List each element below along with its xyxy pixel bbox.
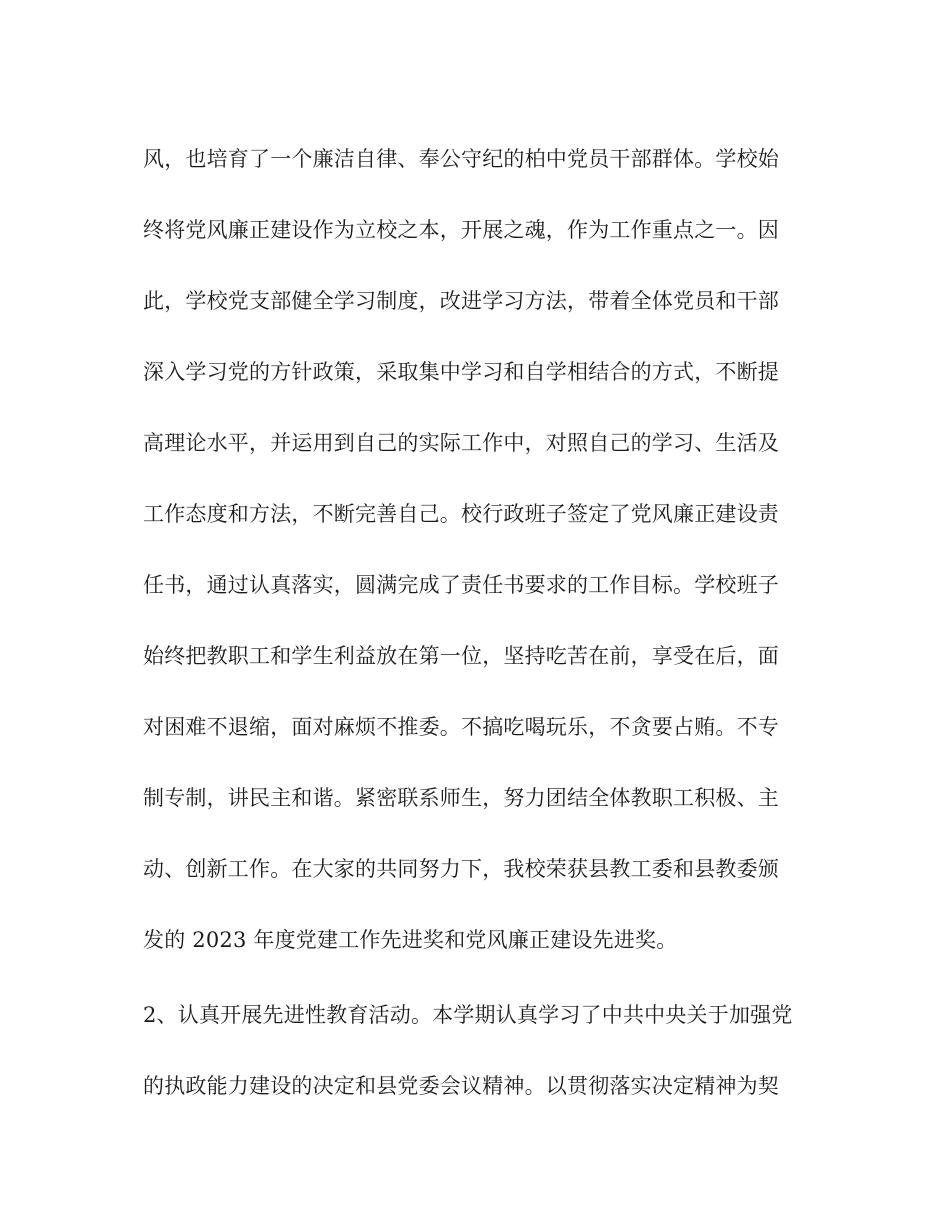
text-line: 深入学习党的方针政策，采取集中学习和自学相结合的方式，不断提 xyxy=(143,360,779,384)
text-line: 高理论水平，并运用到自己的实际工作中，对照自己的学习、生活及 xyxy=(143,431,779,455)
text-line: 始终把教职工和学生利益放在第一位，坚持吃苦在前，享受在后，面 xyxy=(143,644,779,668)
text-line: 的执政能力建设的决定和县党委会议精神。以贯彻落实决定精神为契 xyxy=(143,1074,779,1098)
text-line: 任书，通过认真落实，圆满完成了责任书要求的工作目标。学校班子 xyxy=(143,573,779,597)
text-line: 动、创新工作。在大家的共同努力下，我校荣获县教工委和县教委颁 xyxy=(143,857,779,881)
text-line: 对困难不退缩，面对麻烦不推委。不搞吃喝玩乐，不贪要占贿。不专 xyxy=(143,715,779,739)
text-line: 终将党风廉正建设作为立校之本，开展之魂，作为工作重点之一。因 xyxy=(143,218,779,242)
text-line: 发的 2023 年度党建工作先进奖和党风廉正建设先进奖。 xyxy=(143,928,678,952)
text-line: 此，学校党支部健全学习制度，改进学习方法，带着全体党员和干部 xyxy=(143,289,779,313)
text-line: 制专制，讲民主和谐。紧密联系师生，努力团结全体教职工积极、主 xyxy=(143,786,779,810)
text-line: 2、认真开展先进性教育活动。本学期认真学习了中共中央关于加强党 xyxy=(143,1003,793,1027)
text-line: 风，也培育了一个廉洁自律、奉公守纪的柏中党员干部群体。学校始 xyxy=(143,147,779,171)
text-line: 工作态度和方法，不断完善自己。校行政班子签定了党风廉正建设责 xyxy=(143,502,779,526)
